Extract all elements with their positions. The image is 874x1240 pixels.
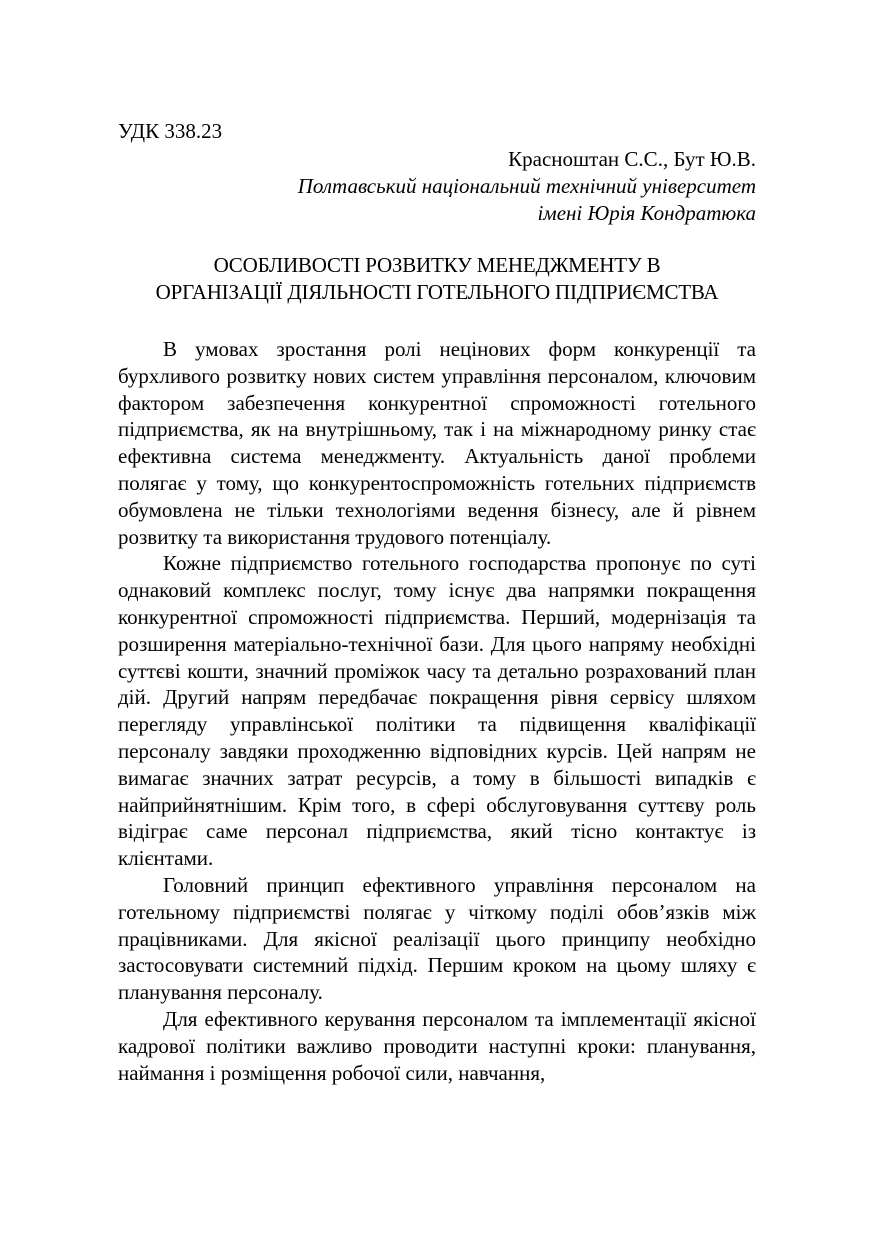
title-line-2: ОРГАНІЗАЦІЇ ДІЯЛЬНОСТІ ГОТЕЛЬНОГО ПІДПРИЄМСТВА	[155, 280, 719, 304]
affiliation	[118, 173, 756, 227]
article-body	[118, 336, 756, 1086]
paragraph-3: Головний принцип ефективного управління персоналом на готельному підприємстві полягає у чіткому поділі обов’язків між працівниками. Для якісної реалізації цього принципу необхідно застосовувати системний підхід. Першим кроком на цьому шляху є планування персоналу.	[118, 872, 756, 1005]
affiliation-line-1: Полтавський національний технічний університет	[297, 174, 756, 198]
udk-code: УДК 338.23	[118, 119, 223, 143]
paragraph-4: Для ефективного керування персоналом та імплементації якісної кадрової політики важливо проводити наступні кроки: планування, наймання і розміщення робочої сили, навчання,	[118, 1006, 756, 1085]
title-line-1: ОСОБЛИВОСТІ РОЗВИТКУ МЕНЕДЖМЕНТУ В	[213, 253, 661, 277]
affiliation-line-2: імені Юрія Кондратюка	[537, 201, 756, 225]
authors: Красноштан С.С., Бут Ю.В.	[508, 147, 756, 171]
document-page	[118, 118, 756, 1086]
article-title	[118, 252, 756, 306]
paragraph-2: Кожне підприємство готельного господарства пропонує по суті однаковий комплекс послуг, тому існує два напрямки покращення конкурентної спроможності підприємства. Перший, модернізація та розширення матеріально-технічної бази. Для цього напряму необхідні суттєві кошти, значний проміжок часу та детально розрахований план дій. Другий напрям передбачає покращення рівня сервісу шляхом перегляду управлінської політики та підвищення кваліфікації персоналу завдяки проходженню відповідних курсів. Цей напрям не вимагає значних затрат ресурсів, а тому в більшості випадків є найприйнятнішим. Крім того, в сфері обслуговування суттєву роль відіграє саме персонал підприємства, який тісно контактує із клієнтами.	[118, 551, 756, 871]
paragraph-1: В умовах зростання ролі нецінових форм конкуренції та бурхливого розвитку нових систем управління персоналом, ключовим фактором забезпечення конкурентної спроможності готельного підприємства, як на внутрішньому, так і на міжнародному ринку стає ефективна система менеджменту. Актуальність даної проблеми полягає у тому, що конкурентоспроможність готельних підприємств обумовлена не тільки технологіями ведення бізнесу, але й рівнем розвитку та використання трудового потенціалу.	[118, 337, 756, 549]
